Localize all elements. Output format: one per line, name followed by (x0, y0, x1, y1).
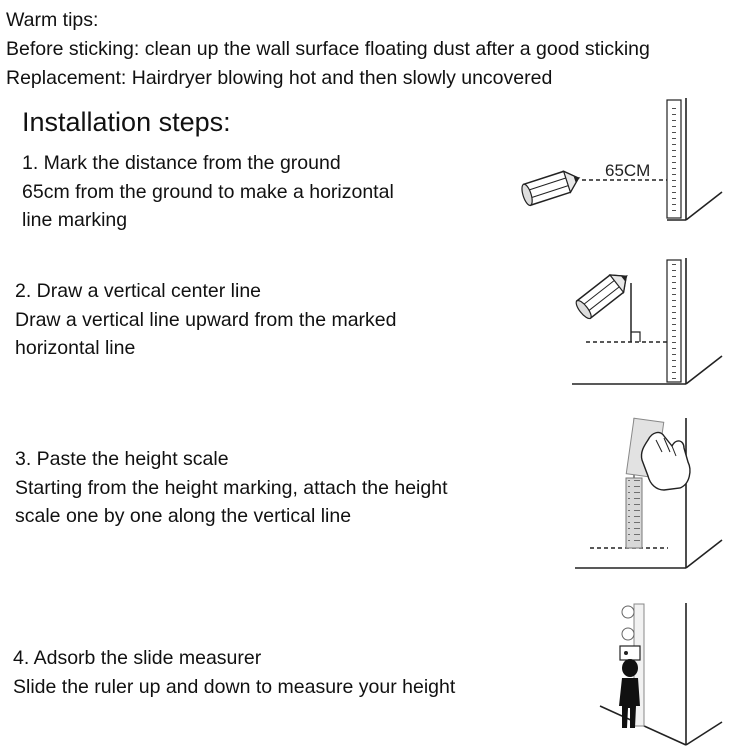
ruler-scale-1 (667, 100, 681, 218)
step-1-line-2: line marking (22, 209, 128, 231)
hand-icon (641, 433, 689, 490)
pencil-icon (520, 167, 584, 206)
step-4-line-1: Slide the ruler up and down to measure your height (13, 675, 456, 698)
warm-tips-heading: Warm tips: (6, 9, 99, 31)
step-1-line-1: 65cm from the ground to make a horizontal (22, 180, 394, 203)
step-3-heading: 3. Paste the height scale (15, 448, 229, 470)
slide-measurer (620, 646, 640, 660)
step-2-line-2: horizontal line (15, 337, 136, 359)
installation-title: Installation steps: (22, 107, 231, 137)
step-3-line-1: Starting from the height marking, attach the height (15, 476, 448, 499)
step-3-line-2: scale one by one along the vertical line (15, 505, 352, 527)
wall-corner-2 (572, 258, 722, 384)
hand-pasting-scale-icon (575, 418, 722, 568)
warm-tips-before-sticking: Before sticking: clean up the wall surface floating dust after a good sticking (6, 38, 650, 60)
pencil-vertical-line-icon (572, 258, 722, 384)
step-2-line-1: Draw a vertical line upward from the marked (15, 308, 397, 331)
step-1-heading: 1. Mark the distance from the ground (22, 152, 341, 174)
step-4-heading: 4. Adsorb the slide measurer (13, 647, 262, 669)
step-2-heading: 2. Draw a vertical center line (15, 280, 262, 302)
distance-label-65cm: 65CM (605, 161, 651, 180)
giraffe-decoration (622, 606, 634, 640)
warm-tips-replacement: Replacement: Hairdryer blowing hot and then slowly uncovered (6, 67, 553, 89)
child-measuring-height-icon (600, 603, 722, 745)
pencil-marking-wall-icon (520, 98, 722, 220)
pencil-icon (574, 266, 635, 320)
wall-corner-4 (600, 603, 722, 745)
ruler-scale-2 (667, 260, 681, 382)
